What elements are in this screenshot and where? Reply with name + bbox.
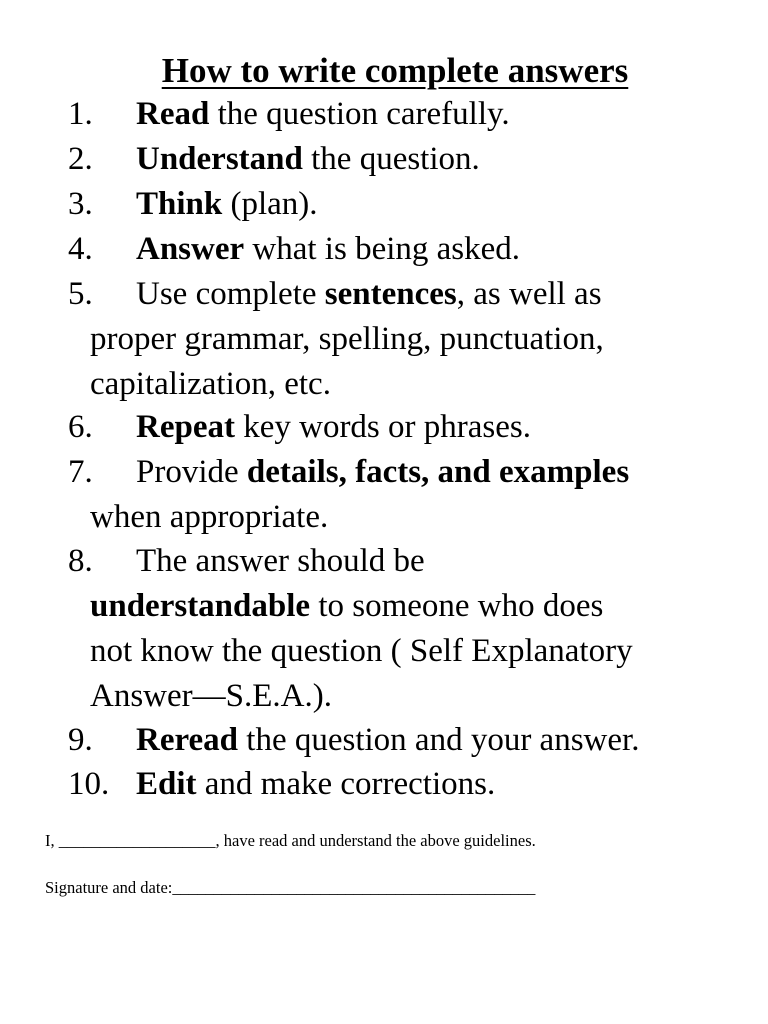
item-number: 6. xyxy=(68,409,93,445)
item-keyword: details, facts, and examples xyxy=(246,454,630,490)
item-text: Provide xyxy=(136,454,247,490)
item-keyword: Answer xyxy=(136,231,245,267)
item-continuation: capitalization, etc. xyxy=(90,366,331,402)
item-continuation: Answer—S.E.A.). xyxy=(90,678,332,714)
item-text: (plan). xyxy=(222,186,318,222)
item-keyword: sentences xyxy=(324,276,457,312)
item-number: 8. xyxy=(68,543,93,579)
guideline-item-9 xyxy=(68,718,748,763)
item-continuation: proper grammar, spelling, punctuation, xyxy=(90,321,604,357)
item-number: 5. xyxy=(68,276,93,312)
guideline-item-1 xyxy=(68,92,748,137)
item-continuation: not know the question ( Self Explanatory xyxy=(90,633,633,669)
guideline-item-6 xyxy=(68,405,748,450)
item-number: 2. xyxy=(68,141,93,177)
guideline-item-7 xyxy=(68,450,748,540)
item-continuation: when appropriate. xyxy=(90,499,329,535)
item-keyword: understandable xyxy=(90,588,311,624)
item-number: 10. xyxy=(68,766,110,802)
item-number: 3. xyxy=(68,186,93,222)
item-continuation xyxy=(68,584,748,629)
signature-line: Signature and date:____________________________________________ xyxy=(45,878,536,897)
item-keyword: Understand xyxy=(136,141,303,177)
guideline-item-10 xyxy=(68,762,748,807)
guideline-item-8 xyxy=(68,539,748,719)
item-number: 1. xyxy=(68,96,93,132)
item-text: to someone who does xyxy=(310,588,604,624)
item-keyword: Repeat xyxy=(136,409,235,445)
item-text: what is being asked. xyxy=(244,231,521,267)
acknowledgement-line: I, ___________________, have read and understand the above guidelines. xyxy=(45,831,536,850)
item-text: the question carefully. xyxy=(209,96,510,132)
item-number: 4. xyxy=(68,231,93,267)
item-line xyxy=(68,539,748,584)
item-number: 9. xyxy=(68,722,93,758)
guideline-item-5 xyxy=(68,272,748,407)
item-text: and make corrections. xyxy=(196,766,496,802)
guideline-item-2 xyxy=(68,137,748,182)
guideline-item-3 xyxy=(68,182,748,227)
item-line xyxy=(68,272,748,317)
item-text: the question and your answer. xyxy=(238,722,640,758)
item-line xyxy=(68,450,748,495)
item-keyword: Edit xyxy=(136,766,197,802)
item-text: Use complete xyxy=(136,276,325,312)
item-keyword: Think xyxy=(136,186,223,222)
item-number: 7. xyxy=(68,454,93,490)
item-text: The answer should be xyxy=(136,543,425,579)
item-keyword: Reread xyxy=(136,722,239,758)
item-keyword: Read xyxy=(136,96,210,132)
item-text: the question. xyxy=(302,141,480,177)
page-title: How to write complete answers xyxy=(161,51,629,90)
item-text: key words or phrases. xyxy=(234,409,531,445)
item-text: , as well as xyxy=(456,276,602,312)
guideline-item-4 xyxy=(68,227,748,272)
